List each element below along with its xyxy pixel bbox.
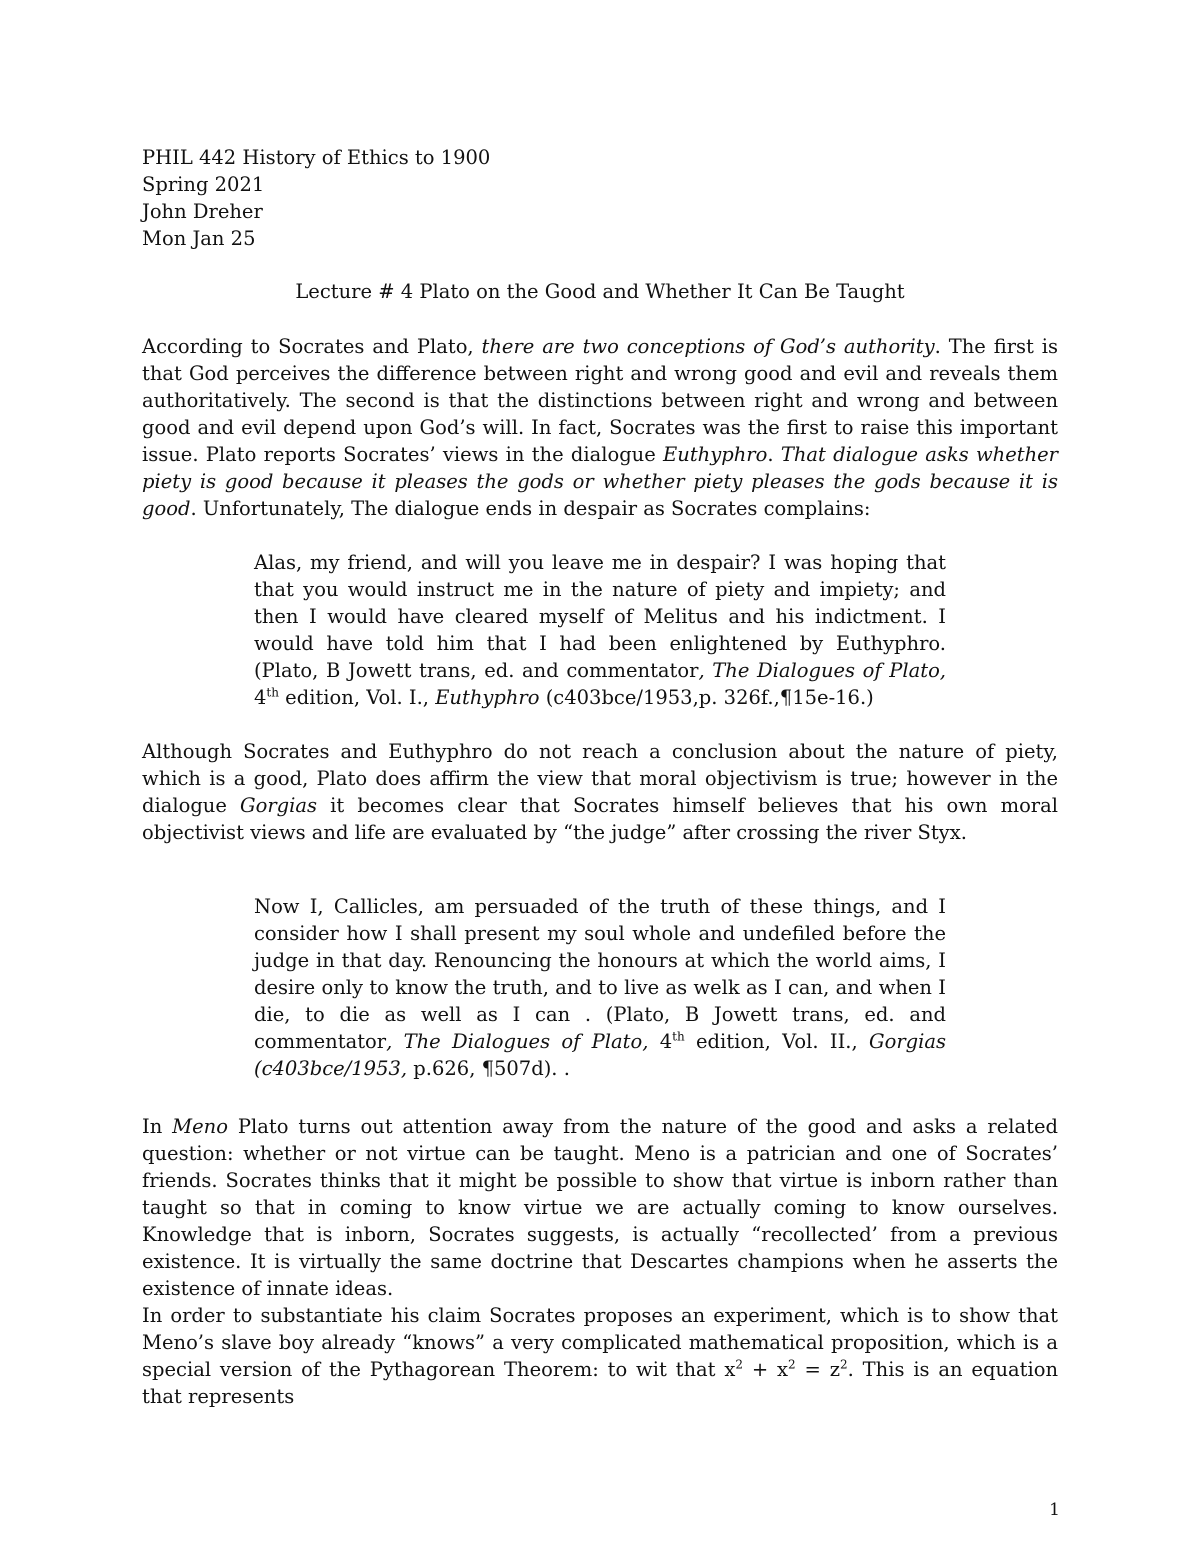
p3-text-1: In xyxy=(142,1115,173,1138)
p2-text-1: Although Socrates and Euthyphro do not reach a conclusion about the nature of piety, which is a good, Plato does affirm the view that moral objectivism is true; however in the dialogue xyxy=(142,740,1058,817)
q2-text-1: Now I, Callicles, am persuaded of the truth of these things, and I consider how I shall present my soul whole and undefiled before the judge in that day. Renouncing the honours at which the world aims, I desire only to know the truth, and to live as welk as I can, and when I die, to die as well as I can . (Plato, B Jowett trans, ed. and commentator xyxy=(254,895,946,1053)
page-number: 1 xyxy=(1049,1500,1060,1520)
q1-text-2: 4 xyxy=(254,686,267,709)
p4-text-3: = z xyxy=(795,1358,840,1381)
q2-text-2: 4 xyxy=(648,1030,673,1053)
p1-text-2: . The first is that God perceives the difference between right and wrong good and evil and reveals them authoritatively. The second is that the distinctions between right and wrong and between good and evil depend upon God’s will. In fact, Socrates was the first to raise this important issue. Plato reports Socrates’ views in the dialogue xyxy=(142,335,1058,466)
lecture-title: Lecture # 4 Plato on the Good and Whether It Can Be Taught xyxy=(295,280,905,303)
p4-superscript-1: 2 xyxy=(735,1357,743,1372)
p4-superscript-2: 2 xyxy=(788,1357,796,1372)
q2-text-4: p.626, ¶507d). . xyxy=(407,1057,570,1080)
p1-italic-2: Euthyphro xyxy=(663,443,768,466)
document-header xyxy=(142,144,942,252)
q2-superscript: th xyxy=(672,1029,685,1044)
course-line: PHIL 442 History of Ethics to 1900 xyxy=(142,146,491,169)
date-line: Mon Jan 25 xyxy=(142,227,256,250)
paragraph-3 xyxy=(142,1113,1058,1302)
block-quote-2 xyxy=(254,893,946,1082)
q1-italic-2: Euthyphro xyxy=(435,686,540,709)
block-quote-1 xyxy=(254,549,946,711)
paragraph-1 xyxy=(142,333,1058,522)
p2-italic-1: Gorgias xyxy=(240,794,318,817)
p1-italic-1: there are two conceptions of God’s authority xyxy=(481,335,935,358)
author-line: John Dreher xyxy=(142,200,263,223)
p1-text-3: . xyxy=(767,443,781,466)
q2-text-3: edition, Vol. II., xyxy=(684,1030,869,1053)
q1-italic-1: , The Dialogues of Plato, xyxy=(698,659,947,682)
paragraph-4 xyxy=(142,1302,1058,1410)
p3-italic-1: Meno xyxy=(172,1115,228,1138)
p4-text-2: + x xyxy=(743,1358,789,1381)
p4-text-1: In order to substantiate his claim Socrates proposes an experiment, which is to show that Meno’s slave boy already “knows” a very complicated mathematical proposition, which is a special version of the Pythagorean Theorem: to wit that x xyxy=(142,1304,1058,1381)
p1-text-4: . Unfortunately, The dialogue ends in despair as Socrates complains: xyxy=(190,497,871,520)
paragraph-2 xyxy=(142,738,1058,846)
p2-text-2: it becomes clear that Socrates himself believes that his own moral objectivist views and life are evaluated by “the judge” after crossing the river Styx. xyxy=(142,794,1058,844)
q1-text-1: Alas, my friend, and will you leave me in despair? I was hoping that that you would instruct me in the nature of piety and impiety; and then I would have cleared myself of Melitus and his indictment. I would have told him that I had been enlightened by Euthyphro. (Plato, B Jowett trans, ed. and commentator xyxy=(254,551,946,682)
q1-superscript: th xyxy=(266,685,279,700)
q1-text-3: edition, Vol. I., xyxy=(278,686,436,709)
p1-italic-3: That dialogue asks whether piety is good because it pleases the gods or whether piety pleases the gods because it is good xyxy=(142,443,1058,520)
p1-text-1: According to Socrates and Plato, xyxy=(142,335,482,358)
q2-italic-2: Gorgias (c403bce/1953, xyxy=(254,1030,946,1080)
term-line: Spring 2021 xyxy=(142,173,265,196)
p3-text-2: Plato turns out attention away from the nature of the good and asks a related question: whether or not virtue can be taught. Meno is a patrician and one of Socrates’ friends. Socrates thinks that it might be possible to show that virtue is inborn rather than taught so that in coming to know virtue we are actually coming to know ourselves. Knowledge that is inborn, Socrates suggests, is actually “recollected’ from a previous existence. It is virtually the same doctrine that Descartes champions when he asserts the existence of innate ideas. xyxy=(142,1115,1058,1300)
p4-text-4: . This is an equation that represents xyxy=(142,1358,1059,1408)
p4-superscript-3: 2 xyxy=(839,1357,848,1372)
q2-italic-1: , The Dialogues of Plato, xyxy=(386,1030,649,1053)
q1-text-4: (c403bce/1953,p. 326f.,¶15e-16.) xyxy=(539,686,874,709)
